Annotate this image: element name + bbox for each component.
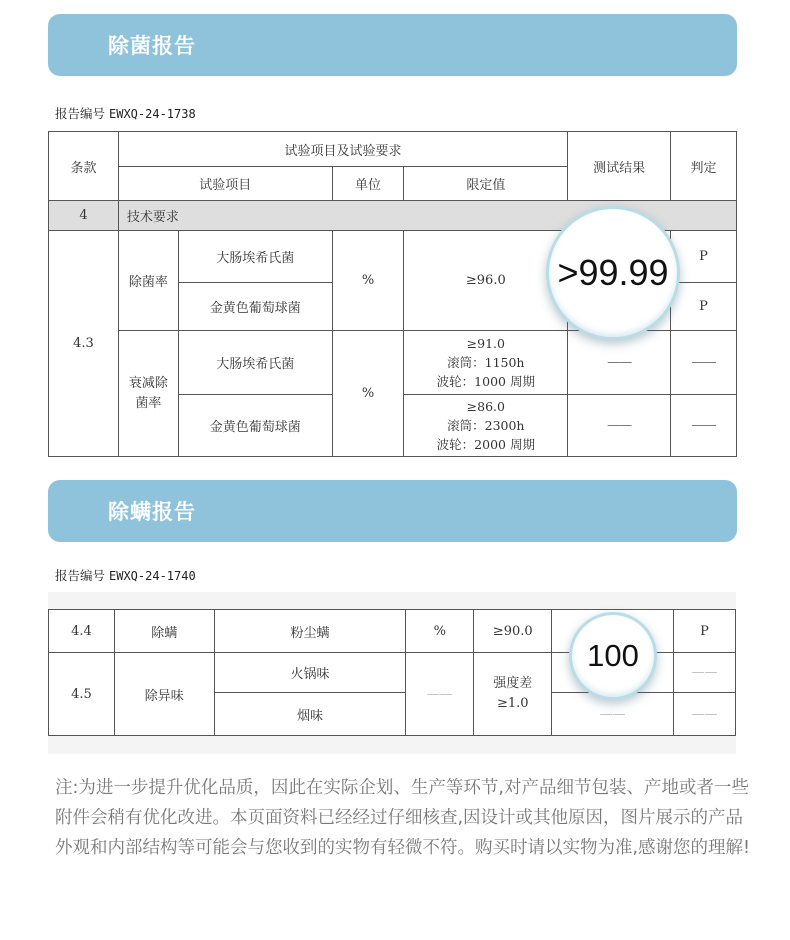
odor-result-2: —— [552, 693, 674, 736]
attenuation-result-1: —— [568, 331, 671, 395]
verdict-staph: P [671, 283, 737, 331]
attenuation-ecoli-label: 大肠埃希氏菌 [178, 331, 332, 395]
verdict-ecoli: P [671, 231, 737, 283]
hotpot-odor-label: 火锅味 [214, 653, 406, 693]
limit2-line2: 滚筒：2300h [447, 418, 525, 433]
smoke-odor-label: 烟味 [214, 693, 406, 736]
mite-report-number [55, 566, 196, 584]
clause-4-4: 4.4 [49, 610, 115, 653]
limit1-line1: ≥91.0 [466, 336, 505, 351]
tech-clause: 4 [49, 201, 119, 231]
limit1-line3: 波轮：1000 周期 [436, 374, 535, 389]
limit2-line3: 波轮：2000 周期 [436, 437, 535, 452]
report-number-value: EWXQ-24-1738 [109, 107, 196, 121]
mite-verdict: P [674, 610, 736, 653]
header-item-group: 试验项目及试验要求 [118, 132, 567, 167]
attenuation-verdict-1: —— [671, 331, 737, 395]
report-number-label: 报告编号 [55, 568, 106, 583]
header-item: 试验项目 [118, 167, 332, 201]
attenuation-rate-label [118, 331, 178, 457]
mite-result-badge: 100 [569, 612, 657, 700]
staph-label: 金黄色葡萄球菌 [178, 283, 332, 331]
header-unit: 单位 [332, 167, 404, 201]
attenuation-verdict-2: —— [671, 395, 737, 457]
sterilization-report-title: 除菌报告 [108, 34, 196, 58]
clause-4-3: 4.3 [49, 231, 119, 457]
report-number-value: EWXQ-24-1740 [109, 569, 196, 583]
odor-verdict-1: —— [674, 653, 736, 693]
sterilization-result-badge: >99.99 [546, 206, 680, 340]
sterilization-limit: ≥96.0 [404, 231, 568, 331]
odor-unit: —— [406, 653, 474, 736]
limit1-line2: 滚筒：1150h [447, 355, 525, 370]
tech-label: 技术要求 [118, 201, 736, 231]
ecoli-label: 大肠埃希氏菌 [178, 231, 332, 283]
header-limit: 限定值 [404, 167, 568, 201]
mite-limit: ≥90.0 [474, 610, 552, 653]
sterilization-report-banner [48, 14, 737, 76]
mite-unit: % [406, 610, 474, 653]
mite-removal-label: 除螨 [114, 610, 214, 653]
header-result: 测试结果 [568, 132, 671, 201]
odor-verdict-2: —— [674, 693, 736, 736]
dust-mite-label: 粉尘螨 [214, 610, 406, 653]
sterilization-unit: % [332, 231, 404, 331]
report-number-label: 报告编号 [55, 106, 106, 121]
mite-removal-report-banner [48, 480, 737, 542]
sterilization-rate-label: 除菌率 [118, 231, 178, 331]
odor-limit: 强度差≥1.0 [474, 653, 552, 736]
mite-removal-report-title: 除螨报告 [108, 500, 196, 524]
attenuation-label-text: 衰减除菌率 [128, 375, 168, 411]
header-clause: 条款 [49, 132, 119, 201]
attenuation-unit: % [332, 331, 404, 457]
attenuation-limit-2 [404, 395, 568, 457]
attenuation-staph-label: 金黄色葡萄球菌 [178, 395, 332, 457]
odor-removal-label: 除异味 [114, 653, 214, 736]
header-verdict: 判定 [671, 132, 737, 201]
sterilization-report-number [55, 104, 196, 122]
disclaimer-note: 注:为进一步提升优化品质，因此在实际企划、生产等环节,对产品细节包装、产地或者一些附件会稍有优化改进。本页面资料已经经过仔细核查,因设计或其他原因，图片展示的产品外观和内部结构等可能会与您收到的实物有轻微不符。购买时请以实物为准,感谢您的理解! [55, 778, 751, 858]
attenuation-result-2: —— [568, 395, 671, 457]
attenuation-limit-1 [404, 331, 568, 395]
clause-4-5: 4.5 [49, 653, 115, 736]
limit2-line1: ≥86.0 [466, 399, 505, 414]
